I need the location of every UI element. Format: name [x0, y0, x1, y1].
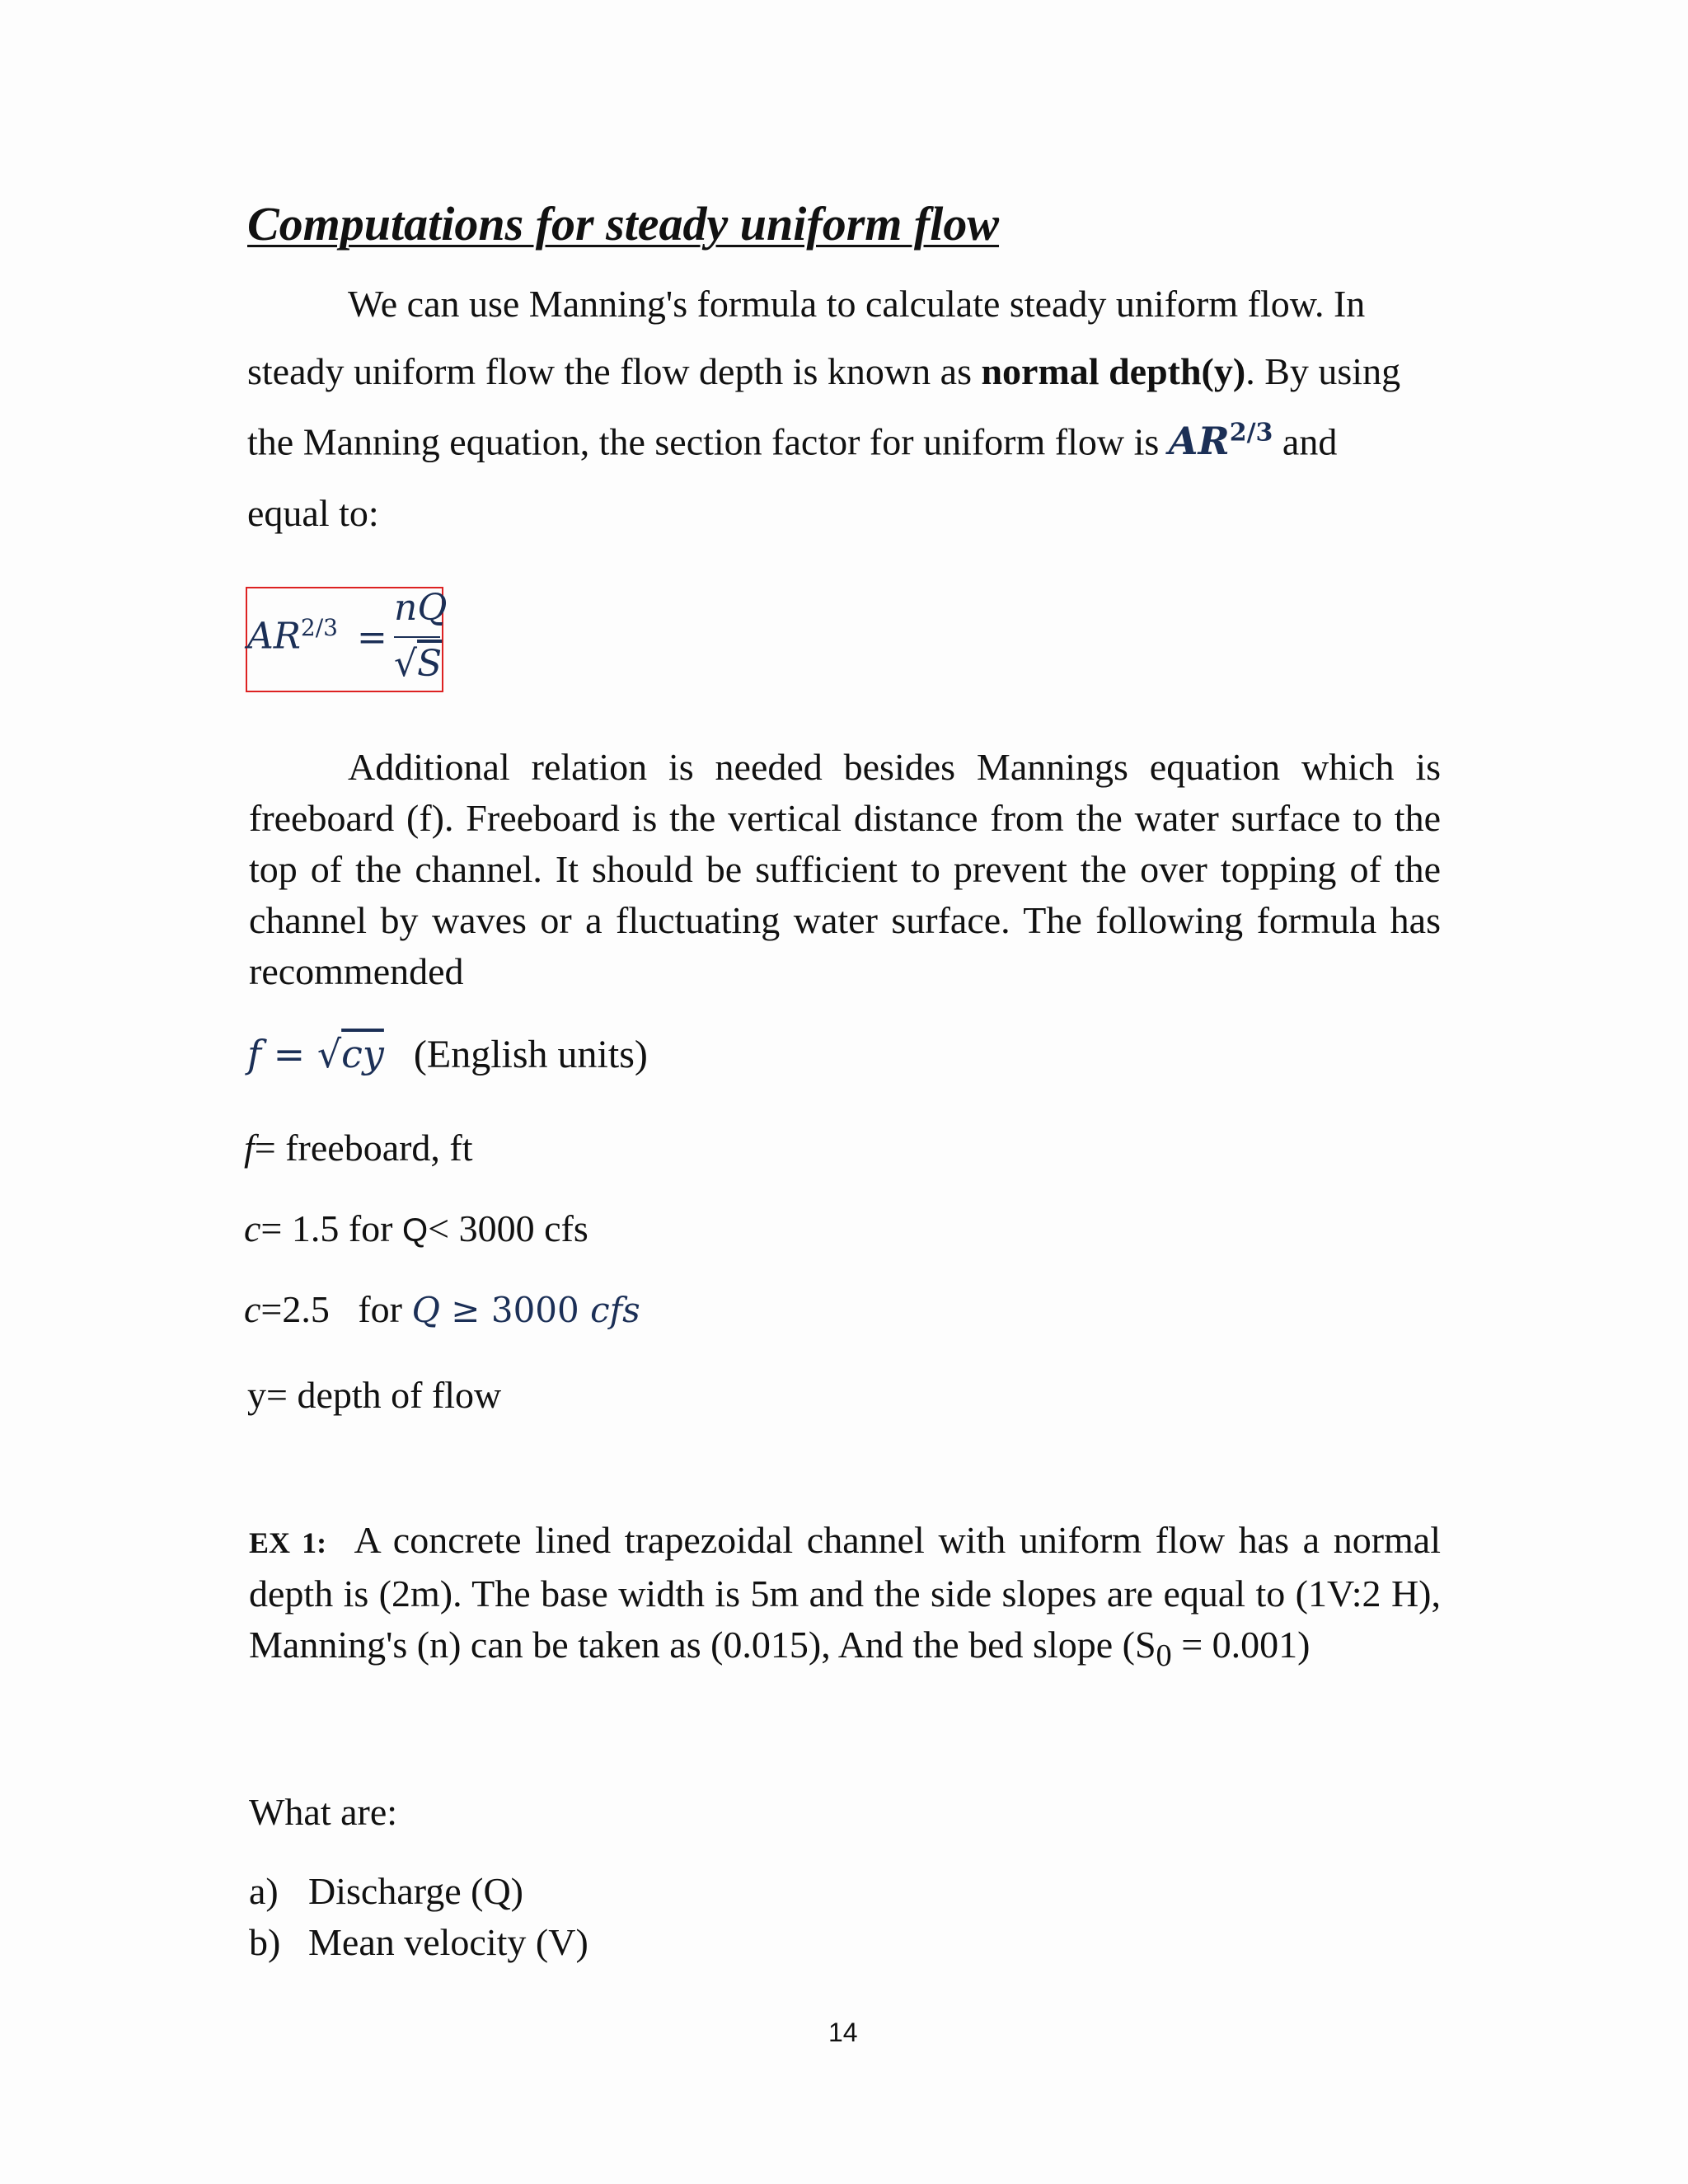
page-title: Computations for steady uniform flow [247, 197, 1000, 251]
def-c1: c= 1.5 for Q< 3000 cfs [244, 1207, 588, 1249]
list-item: b) Mean velocity (V) [249, 1921, 588, 1963]
def-freeboard: f= freeboard, ft [244, 1127, 473, 1169]
intro-line-3: the Manning equation, the section factor for uniform flow is $AR^{2/3}$ and [247, 419, 1338, 464]
units-note: (English units) [413, 1033, 648, 1076]
list-item: a) Discharge (Q) [249, 1870, 523, 1912]
fraction-bar [394, 636, 440, 638]
freeboard-formula: f = √cy (English units) [247, 1032, 648, 1076]
freeboard-paragraph: Additional relation is needed besides Mannings equation which is freeboard (f). Freeboard is the vertical distance from the water surface to the top of the channel. It should be sufficient to prevent the over topping of the channel by waves or a fluctuating water surface. The following formula has recommended [249, 746, 1441, 992]
equation-lhs: $AR^{2/3}$ [247, 614, 338, 658]
intro-line-2: steady uniform flow the flow depth is known as normal depth(y). By using [247, 350, 1401, 392]
section-factor-math: $AR^{2/3}$ [1168, 419, 1273, 464]
equation-numerator: nQ [394, 587, 448, 629]
question-heading: What are: [249, 1791, 398, 1833]
def-depth: y= depth of flow [247, 1374, 502, 1416]
example-1: EX 1: A concrete lined trapezoidal channel with uniform flow has a normal depth is (2m). The base width is 5m and the side slopes are equal to (1V:2 H), Manning's (n) can be taken as (0.015), And the bed slope $(S_0 = 0.001)$ [249, 1519, 1442, 1674]
normal-depth-term: normal depth(y) [981, 350, 1246, 392]
page-number: 14 [828, 2018, 858, 2047]
example-label: EX 1: [249, 1526, 327, 1559]
equation-equals: = [357, 616, 387, 658]
equation-denominator: √S [394, 643, 443, 685]
intro-line-4: equal to: [247, 492, 379, 534]
def-c2: c=2.5 for Q ≥ 3000 cfs [244, 1288, 640, 1330]
intro-line-1: We can use Manning's formula to calculate steady uniform flow. In [348, 283, 1366, 325]
